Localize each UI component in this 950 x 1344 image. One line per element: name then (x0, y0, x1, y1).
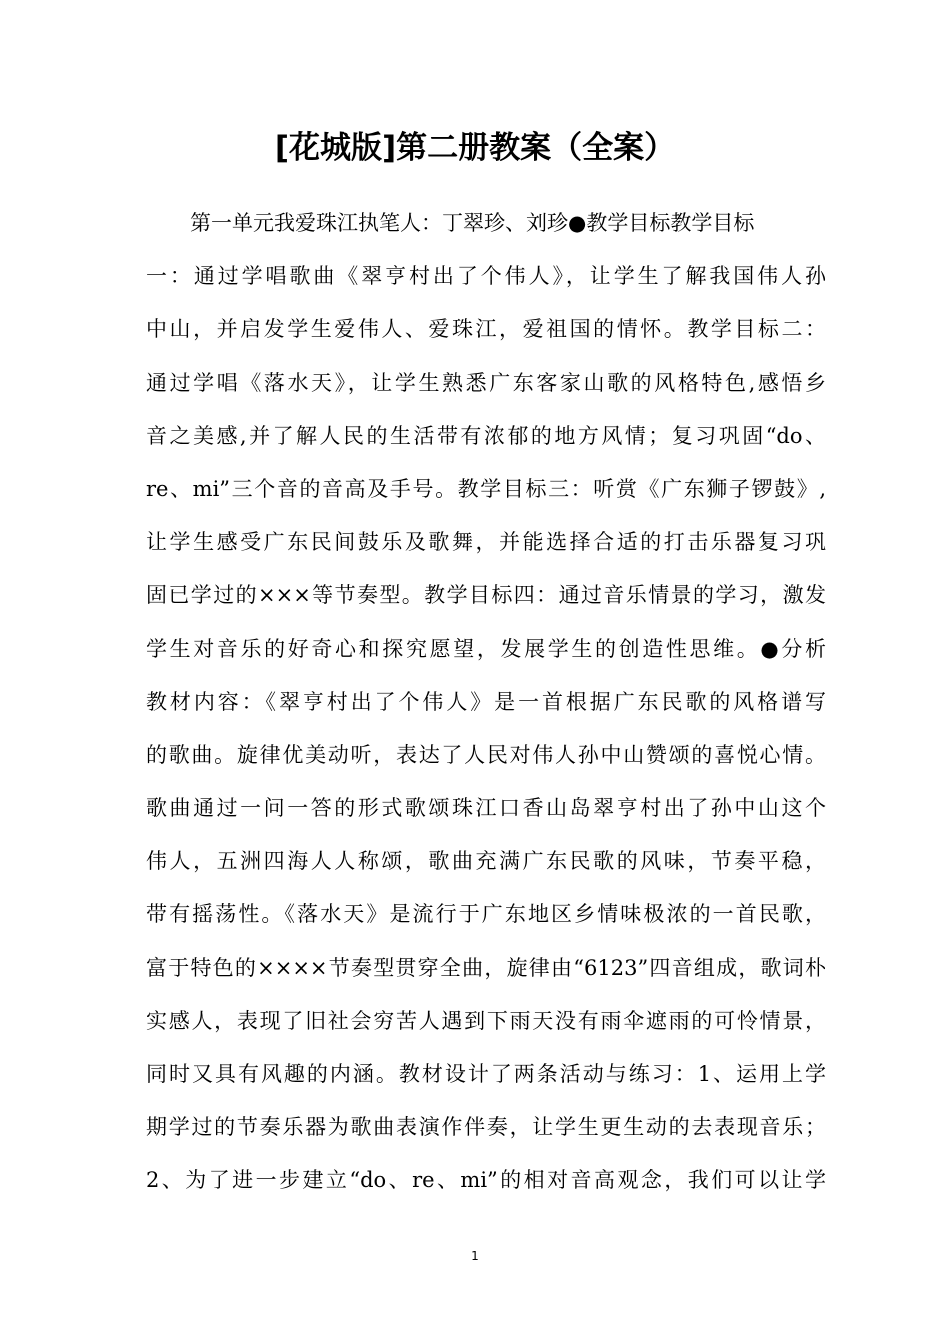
body-line: 固已学过的×××等节奏型。教学目标四：通过音乐情景的学习，激发 (146, 583, 826, 608)
document-title: [花城版]第二册教案（全案） (274, 130, 676, 166)
body-line: 的歌曲。旋律优美动听，表达了人民对伟人孙中山赞颂的喜悦心情。 (146, 742, 826, 767)
body-line: 富于特色的××××节奏型贯穿全曲，旋律由“6123”四音组成，歌词朴 (146, 955, 826, 980)
body-line: 第一单元我爱珠江执笔人：丁翠珍、刘珍●教学目标教学目标 (190, 211, 755, 235)
body-line: 音之美感,并了解人民的生活带有浓郁的地方风情；复习巩固“do、 (146, 423, 826, 448)
document-body (146, 203, 826, 1214)
body-line: 中山，并启发学生爱伟人、爱珠江，爱祖国的情怀。教学目标二： (146, 317, 826, 342)
body-line: 带有摇荡性。《落水天》是流行于广东地区乡情味极浓的一首民歌， (146, 902, 826, 927)
body-line: 通过学唱《落水天》，让学生熟悉广东客家山歌的风格特色,感悟乡 (146, 370, 826, 395)
body-line: 伟人，五洲四海人人称颂，歌曲充满广东民歌的风味，节奏平稳， (146, 849, 826, 874)
body-line: 2、为了进一步建立“do、re、mi”的相对音高观念，我们可以让学 (146, 1168, 826, 1193)
body-line: 一：通过学唱歌曲《翠亨村出了个伟人》，让学生了解我国伟人孙 (146, 264, 826, 289)
body-line: 期学过的节奏乐器为歌曲表演作伴奏，让学生更生动的去表现音乐； (146, 1115, 826, 1140)
body-line: 实感人，表现了旧社会穷苦人遇到下雨天没有雨伞遮雨的可怜情景， (146, 1008, 826, 1033)
body-line: 教材内容：《翠亨村出了个伟人》是一首根据广东民歌的风格谱写 (146, 689, 826, 714)
body-line: 歌曲通过一问一答的形式歌颂珠江口香山岛翠亨村出了孙中山这个 (146, 796, 826, 821)
body-line: 让学生感受广东民间鼓乐及歌舞，并能选择合适的打击乐器复习巩 (146, 530, 826, 555)
page-number: 1 (471, 1249, 479, 1263)
body-line: 同时又具有风趣的内涵。教材设计了两条活动与练习：1、运用上学 (146, 1062, 826, 1086)
body-line: re、mi”三个音的音高及手号。教学目标三：听赏《广东狮子锣鼓》, (146, 476, 826, 501)
body-line: 学生对音乐的好奇心和探究愿望，发展学生的创造性思维。●分析 (146, 636, 826, 661)
